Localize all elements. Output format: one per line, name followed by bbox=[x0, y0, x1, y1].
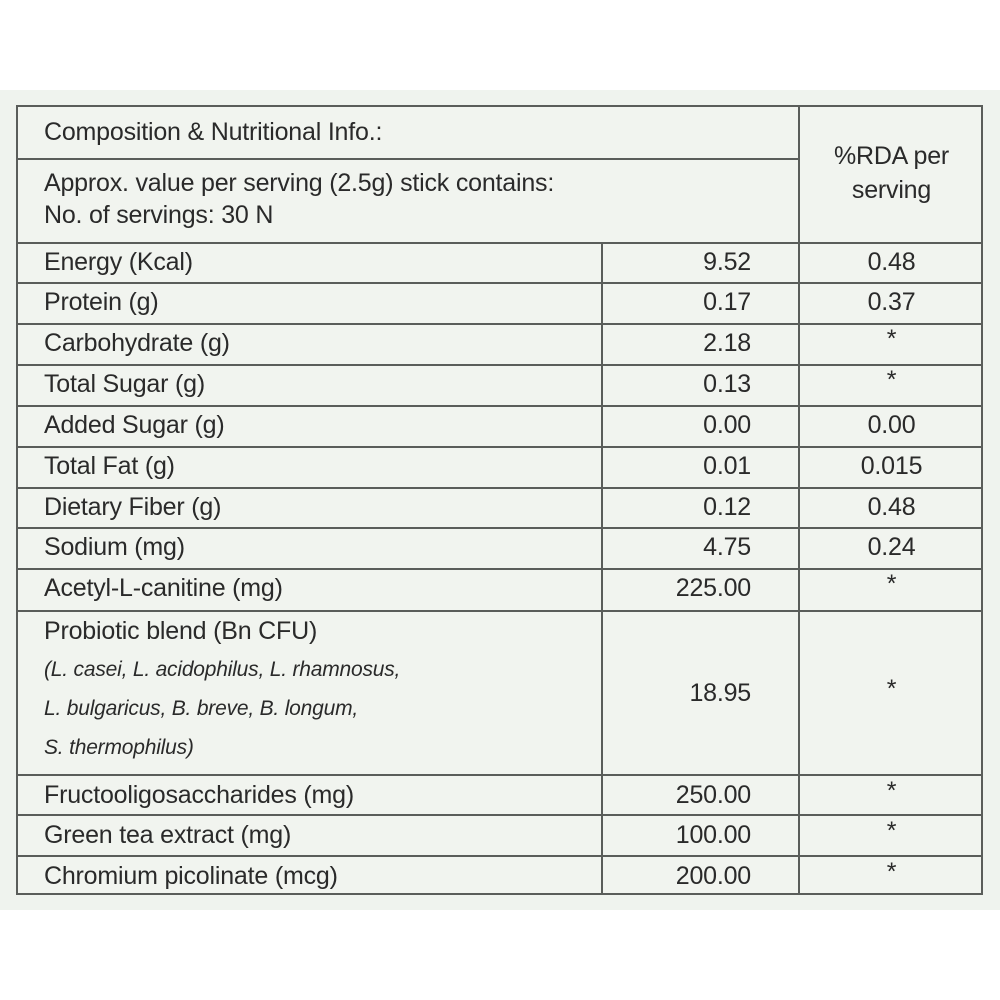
row-value: 2.18 bbox=[703, 329, 751, 357]
divider bbox=[18, 527, 981, 529]
row-name: Dietary Fiber (g) bbox=[44, 493, 222, 521]
probiotic-rda: * bbox=[886, 675, 897, 703]
row-rda: * bbox=[886, 325, 897, 353]
row-name: Total Sugar (g) bbox=[44, 370, 205, 398]
table-title: Composition & Nutritional Info.: bbox=[44, 118, 383, 146]
divider bbox=[18, 158, 798, 160]
divider bbox=[18, 405, 981, 407]
nutrition-table bbox=[16, 105, 983, 895]
row-rda: 0.015 bbox=[860, 452, 923, 480]
divider bbox=[18, 282, 981, 284]
row-name: Acetyl-L-canitine (mg) bbox=[44, 574, 283, 602]
divider bbox=[18, 610, 981, 612]
row-name: Green tea extract (mg) bbox=[44, 821, 292, 849]
divider bbox=[18, 487, 981, 489]
row-name: Sodium (mg) bbox=[44, 533, 185, 561]
divider bbox=[18, 242, 981, 244]
row-rda: * bbox=[886, 366, 897, 394]
row-value: 0.17 bbox=[703, 288, 751, 316]
row-value: 4.75 bbox=[703, 533, 751, 561]
row-rda: 0.37 bbox=[867, 288, 916, 316]
rda-header: %RDA per bbox=[833, 142, 950, 170]
row-rda: * bbox=[886, 570, 897, 598]
row-value: 0.00 bbox=[703, 411, 751, 439]
row-name: Protein (g) bbox=[44, 288, 159, 316]
probiotic-strains: (L. casei, L. acidophilus, L. rhamnosus, bbox=[44, 658, 401, 681]
row-rda: 0.48 bbox=[867, 248, 916, 276]
servings-count: No. of servings: 30 N bbox=[44, 201, 274, 229]
row-rda: * bbox=[886, 817, 897, 845]
row-rda: 0.00 bbox=[867, 411, 916, 439]
probiotic-value: 18.95 bbox=[689, 679, 751, 707]
row-name: Energy (Kcal) bbox=[44, 248, 193, 276]
probiotic-strains: S. thermophilus) bbox=[44, 736, 194, 759]
row-name: Total Fat (g) bbox=[44, 452, 175, 480]
probiotic-strains: L. bulgaricus, B. breve, B. longum, bbox=[44, 697, 358, 720]
serving-info: Approx. value per serving (2.5g) stick contains: bbox=[44, 169, 555, 197]
row-value: 0.13 bbox=[703, 370, 751, 398]
rda-header: serving bbox=[851, 176, 932, 204]
row-name: Chromium picolinate (mcg) bbox=[44, 862, 338, 890]
row-rda: * bbox=[886, 858, 897, 886]
row-value: 250.00 bbox=[675, 781, 751, 809]
row-value: 100.00 bbox=[675, 821, 751, 849]
row-rda: 0.48 bbox=[867, 493, 916, 521]
row-value: 0.12 bbox=[703, 493, 751, 521]
row-value: 0.01 bbox=[703, 452, 751, 480]
probiotic-name: Probiotic blend (Bn CFU) bbox=[44, 617, 318, 645]
row-name: Added Sugar (g) bbox=[44, 411, 225, 439]
row-value: 9.52 bbox=[703, 248, 751, 276]
row-rda: * bbox=[886, 777, 897, 805]
row-value: 200.00 bbox=[675, 862, 751, 890]
divider bbox=[18, 446, 981, 448]
row-value: 225.00 bbox=[675, 574, 751, 602]
row-name: Fructooligosaccharides (mg) bbox=[44, 781, 354, 809]
row-name: Carbohydrate (g) bbox=[44, 329, 230, 357]
row-rda: 0.24 bbox=[867, 533, 916, 561]
